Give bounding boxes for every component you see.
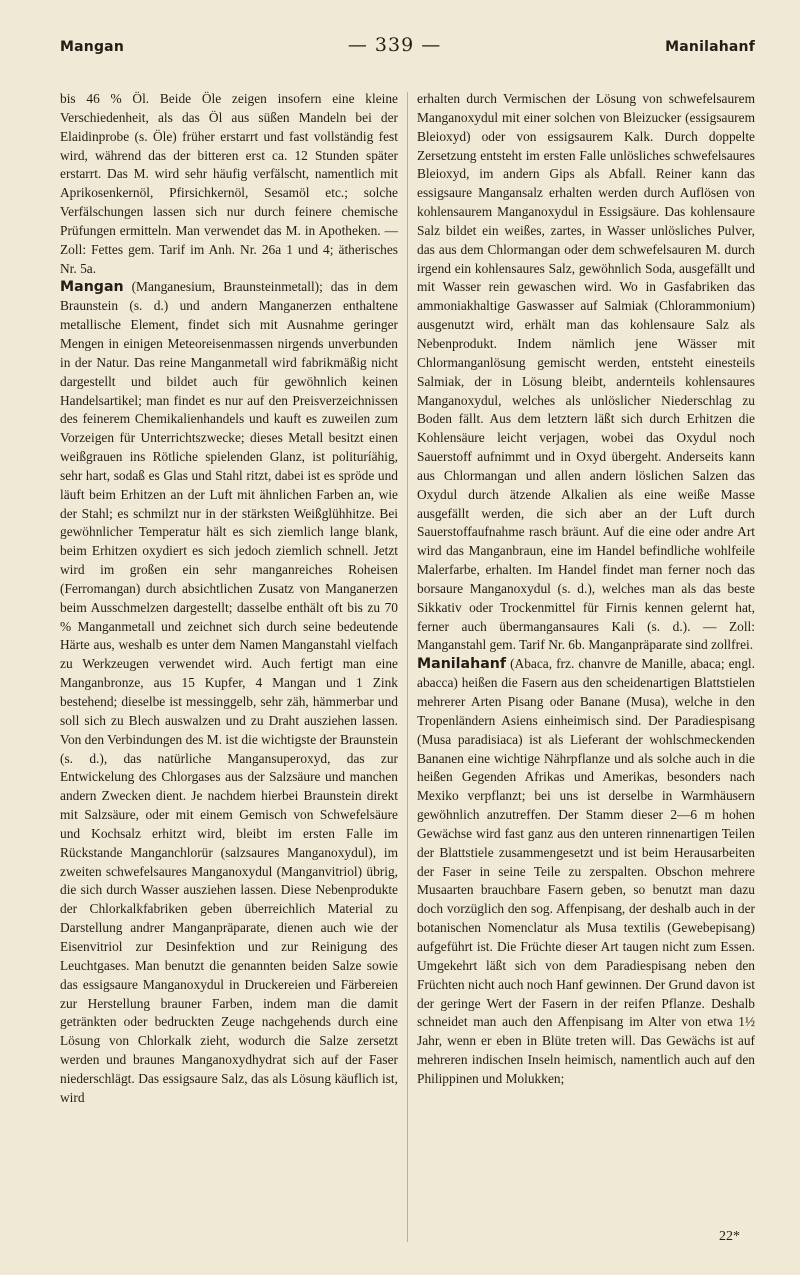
paragraph-continuation (417, 90, 755, 655)
entry-lemma: Mangan (60, 279, 124, 296)
text-columns (60, 90, 755, 1242)
header-right-keyword: Manilahanf (665, 39, 755, 55)
paragraph-text: erhalten durch Vermischen der Lösung von schwefelsaurem Manganoxydul mit einer solchen von Bleizucker (essigsaurem Bleioxyd) oder von essigsaurem Kalk. Durch doppelte Zersetzung entsteht im ersten Falle unlösliches schwefelsaures Bleioxyd, im andern Gips als Abfall. Reiner kann das essigsaure Mangansalz erhalten werden durch Auflösen von kohlensaurem Manganoxydul in Essigsäure. Das kohlensaure Salz bildet ein weißes, zartes, in Wasser unlösliches Pulver, das aus dem Chlormangan oder dem schwefelsauren M. durch irgend ein kohlensaures Salz, gewöhnlich Soda, ausgefällt und mit Wasser rein gewaschen wird. Wo in Gasfabriken das ammoniakhaltige Gaswasser auf Salmiak (Chlorammonium) ausgenutzt wird, erhält man das kohlensaure Salz als Nebenprodukt. Indem nämlich jene Wässer mit Chlormanganlösung gemischt werden, entsteht einesteils Salmiak, der in Lösung bleibt, andernteils kohlensaures Manganoxydul, welches als unlöslicher Niederschlag zu Boden fällt. Aus dem letztern läßt sich durch Erhitzen die Kohlensäure leicht verjagen, wobei das Oxydul noch Sauerstoff aufnimmt und in Oxyd übergeht. Anderseits kann aus Chlormangan und allen andern löslichen Salzen das Oxydul durch ätzende Alkalien als eine weiße Masse ausgefällt werden, die sich aber an der Luft durch Sauerstoffaufnahme rasch bräunt. Auf die eine oder andre Art wird das Manganbraun, eine im Handel befindliche wohlfeile Malerfarbe, erhalten. Im Handel findet man ferner noch das borsaure Manganoxydul (s. d.), welches man als das beste Sikkativ oder Trockenmittel für Firnis kennen gelernt hat, ferner auch übermangansaures Kali (s. d.). — Zoll: Manganstahl gem. Tarif Nr. 6b. Manganpräparate sind zollfrei. (417, 91, 755, 653)
entry-text: (Manganesium, Braunsteinmetall); das in dem Braunstein (s. d.) und andern Manganerzen enthaltene metallische Element, findet sich mit Ausnahme geringer Mengen in einigen Meteoreisenmassen nirgends unverbunden in der Natur. Das reine Manganmetall wird fabrikmäßig nicht dargestellt und bildet auch für gewöhnlich keinen Handelsartikel; man findet es nur auf den Preisverzeichnissen des feinerem Chemikalienhandels und kauft es zuweilen zum Vorzeigen für Unterrichtszwecke; dieses Metall besitzt einen weißgrauen ins Rötliche spielenden Glanz, ist polituríähig, sehr hart, sodaß es Glas und Stahl ritzt, dabei ist es spröde und läuft beim Erhitzen an der Luft mit ähnlichen Farben an, wie der Stahl; es schmilzt nur in der stärksten Weißglühhitze. Bei gewöhnlicher Temperatur hält es sich ziemlich lange blank, beim Erhitzen oxydiert es sich jedoch ziemlich schnell. Jetzt wird im großen ein sehr manganreiches Roheisen (Ferromangan) durch absichtlichen Zusatz von Manganerzen beim Ausschmelzen dargestellt; dasselbe enthält oft bis zu 70 % Manganmetall und zeichnet sich durch seine bedeutende Härte aus, weshalb es unter dem Namen Manganstahl vielfach zu Werkzeugen verwendet wird. Auch fertigt man eine Manganbronze, aus 15 Kupfer, 4 Mangan und 1 Zink bestehend; dieselbe ist messinggelb, sehr zäh, hämmerbar und soll sich zu Blech auswalzen und zu Draht ausziehen lassen. Von den Verbindungen des M. ist die wichtigste der Braunstein (s. d.), das natürliche Mangansuperoxyd, das zur Entwickelung des Chlorgases aus der Salzsäure und manchen andern Zwecken dient. Je nachdem hierbei Braunstein direkt mit Salzsäure, oder mit einem Gemisch von Schwefelsäure und Kochsalz erhitzt wird, bleibt im ersten Falle im Rückstande Manganchlorür (salzsaures Manganoxydul), im zweiten schwefelsaures Manganoxydul (Manganvitriol) übrig, die sich durch Wasser ausziehen lassen. Diese Nebenprodukte der Chlorkalkfabriken geben überreichlich Material zu Darstellung andrer Manganpräparate, dienen auch wie der Eisenvitriol zur Desinfektion und zur Reinigung des Leuchtgases. Man benutzt die genannten beiden Salze sowie das essigsaure Manganoxydul in Druckereien und Färbereien zur Herstellung brauner Farben, indem man die damit getränkten oder bedruckten Zeuge nachgehends durch eine Lösung von Chlorkalk zieht, wodurch die Salze zersetzt werden und braunes Manganoxydhydrat sich auf der Faser niederschlägt. Das essigsaure Salz, das als Lösung käuflich ist, wird (60, 279, 398, 1105)
right-column (417, 90, 755, 1089)
column-divider (407, 92, 408, 1242)
printer-signature-mark: 22* (719, 1229, 740, 1244)
left-column (60, 90, 398, 1108)
entry-manilahanf (417, 655, 755, 1088)
paragraph-continuation (60, 90, 398, 278)
header-left-keyword: Mangan (60, 39, 124, 55)
entry-lemma: Manilahanf (417, 656, 507, 673)
running-header (60, 34, 755, 68)
page-number: — 339 — (347, 34, 442, 56)
entry-text: (Abaca, frz. chanvre de Manille, abaca; engl. abacca) heißen die Fasern aus den scheidenartigen Blattstielen mehrerer Arten Pisang oder Banane (Musa), welche in den Tropenländern Asiens einheimisch sind. Der Paradiespisang (Musa paradisiaca) ist als Lieferant der wohlschmeckenden Bananen eine wichtige Nährpflanze und als solche auch in die heißen Gegenden Afrikas und Amerikas, besonders nach Mexiko verpflanzt; bei uns ist derselbe in Warmhäusern gewöhnlich anzutreffen. Der Stamm dieser 2—6 m hohen Gewächse wird fast ganz aus den unteren rinnenartigen Teilen der Blattstiele zusammengesetzt und ist beim Herausarbeiten der Faser in seine Teile zu zerspalten. Obschon mehrere Musaarten brauchbare Fasern geben, so benutzt man dazu doch vorzüglich den sog. Affenpisang, der deshalb auch in der botanischen Nomenclatur als Musa textilis (Gewebepisang) aufgeführt ist. Die Früchte dieser Art taugen nicht zum Essen. Umgekehrt läßt sich von dem Paradiespisang neben den Früchten nicht auch noch Hanf gewinnen. Der Grund davon ist der geringe Wert der Fasern in der reifen Pflanze. Deshalb schneidet man auch den Affenpisang im Alter von etwa 1½ Jahr, wenn er eben in Blüte treten will. Das Gewächs ist auf mehreren indischen Inseln heimisch, namentlich auch auf den Philippinen und Molukken; (417, 656, 755, 1086)
entry-mangan (60, 278, 398, 1107)
paragraph-text: bis 46 % Öl. Beide Öle zeigen insofern eine kleine Verschiedenheit, als das Öl aus süßen Mandeln bei der Elaidinprobe (s. Öle) früher erstarrt und fast vollständig fest wird, während das der bitteren erst ca. 12 Stunden später erstarrt. Das M. wird sehr häufig verfälscht, namentlich mit Aprikosenkernöl, Pfirsichkernöl, Sesamöl etc.; solche Verfälschungen lassen sich nur durch feinere chemische Prüfungen ermitteln. Man verwendet das M. in Apotheken. — Zoll: Fettes gem. Tarif im Anh. Nr. 26a 1 und 4; ätherisches Nr. 5a. (60, 91, 398, 276)
